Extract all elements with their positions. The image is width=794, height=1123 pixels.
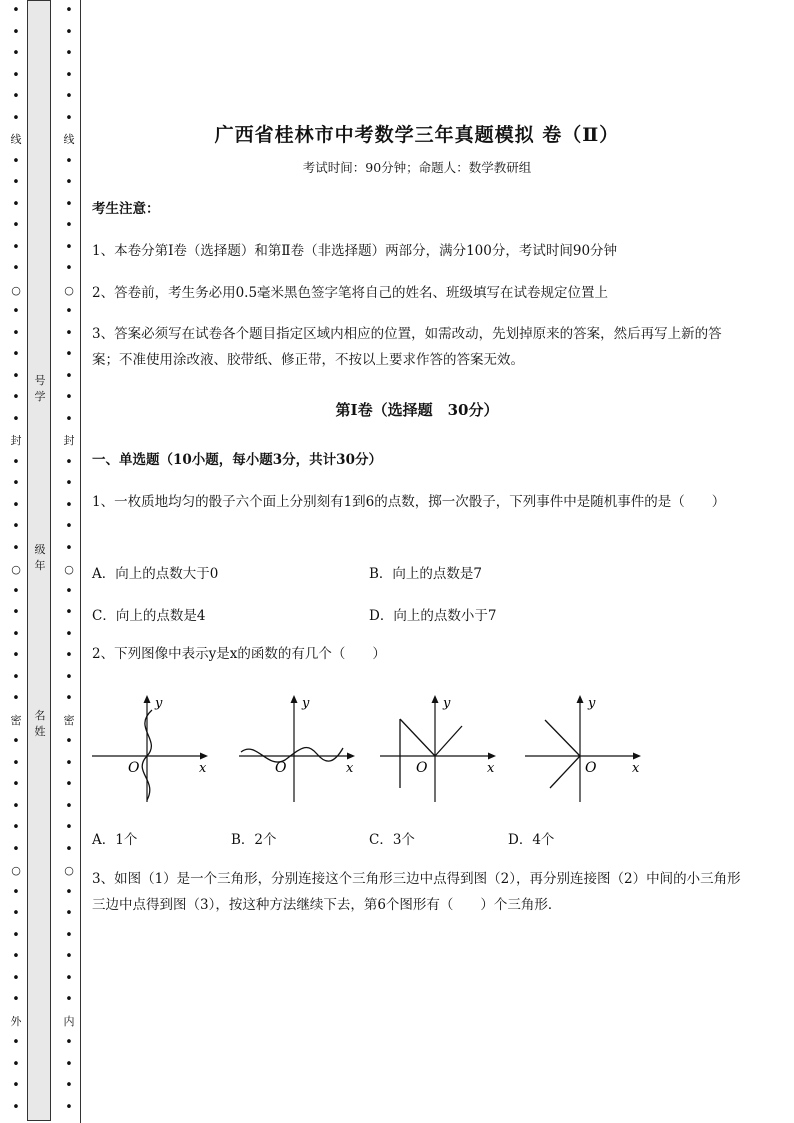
binding-mark: ○ [64, 283, 74, 297]
notice-heading: 考生注意： [92, 201, 160, 217]
binding-dot: • [12, 734, 20, 749]
binding-dot: • [12, 325, 20, 341]
binding-mark: ○ [11, 283, 21, 297]
binding-mark: 线 [63, 133, 75, 146]
binding-dot: • [12, 24, 20, 40]
question-1: 1、一枚质地均匀的骰子六个面上分别刻有1到6的点数，掷一次骰子，下列事件中是随机事件的是（ ） [92, 494, 726, 510]
binding-dot: • [12, 669, 20, 685]
binding-dot: • [12, 1099, 20, 1115]
binding-dot: • [12, 583, 20, 599]
page-subtitle: 考试时间：90分钟；命题人：数学教研组 [302, 160, 532, 175]
binding-dot: • [65, 368, 73, 384]
binding-dot: • [12, 476, 20, 491]
x-axis-label: x [346, 761, 354, 776]
origin-label: O [416, 760, 428, 776]
y-axis-label: y [588, 696, 596, 711]
binding-dot: • [12, 927, 20, 943]
binding-dot: • [65, 411, 73, 427]
binding-dot: • [65, 153, 73, 169]
q2-graph-a [92, 690, 222, 805]
binding-dot: • [12, 347, 20, 362]
x-axis-label: x [199, 761, 207, 776]
binding-dot: • [65, 110, 73, 126]
binding-dot: • [65, 1035, 73, 1050]
y-axis-label: y [302, 696, 310, 711]
q2-option-a: A．1个 [92, 832, 138, 848]
binding-dot: • [12, 368, 20, 384]
binding-dot: • [12, 841, 20, 857]
page-title: 广西省桂林市中考数学三年真题模拟 卷（Ⅱ） [214, 124, 620, 146]
strip-label-grade: 级 年 [34, 543, 46, 572]
strip-label-student-id: 号 学 [34, 374, 46, 403]
binding-mark: ○ [64, 864, 74, 877]
binding-dot: • [12, 970, 20, 986]
binding-mark: ○ [64, 563, 74, 576]
binding-mark: ○ [11, 563, 21, 576]
binding-dot: • [65, 798, 73, 814]
q1-option-b: B．向上的点数是7 [369, 566, 483, 582]
q2-graph-c [380, 690, 510, 805]
binding-dot: • [65, 239, 73, 255]
binding-dot: • [12, 906, 20, 921]
binding-dot: • [65, 734, 73, 749]
binding-dot: • [12, 648, 20, 663]
binding-dot: • [12, 949, 20, 964]
origin-label: O [585, 760, 597, 776]
binding-dot: • [12, 261, 20, 276]
binding-dot: • [65, 820, 73, 835]
binding-dot: • [12, 3, 20, 18]
binding-mark: 封 [10, 434, 22, 447]
binding-dot: • [12, 175, 20, 190]
binding-dot: • [12, 691, 20, 706]
binding-mark: 密 [63, 713, 75, 727]
binding-dot: • [12, 519, 20, 534]
binding-dot: • [12, 884, 20, 900]
origin-label: O [128, 760, 140, 776]
binding-dot: • [65, 325, 73, 341]
binding-dot: • [12, 626, 20, 642]
binding-dot: • [12, 218, 20, 233]
binding-dot: • [65, 67, 73, 83]
binding-dot: • [12, 153, 20, 169]
binding-dot: • [65, 261, 73, 276]
right-dot-column [61, 0, 77, 1123]
binding-dot: • [65, 648, 73, 663]
binding-dot: • [65, 691, 73, 706]
origin-label: O [275, 760, 287, 776]
binding-dot: • [12, 1078, 20, 1093]
binding-mark: ○ [11, 864, 21, 877]
question-3: 3、如图（1）是一个三角形，分别连接这个三角形三边中点得到图（2），再分别连接图（2）中间的小三角形三边中点得到图（3），按这种方法继续下去，第6个图形有（ ）个三角形． [92, 871, 741, 913]
binding-dot: • [65, 476, 73, 491]
binding-dot: • [65, 347, 73, 362]
binding-dot: • [12, 1035, 20, 1050]
binding-mark: 密 [10, 713, 22, 727]
binding-dot: • [12, 540, 20, 556]
q2-option-d: D．4个 [508, 832, 555, 848]
q1-option-a: A．向上的点数大于0 [92, 566, 219, 582]
binding-dot: • [12, 67, 20, 83]
binding-dot: • [65, 304, 73, 319]
binding-dot: • [65, 454, 73, 470]
notice-item: 2、答卷前，考生务必用0.5毫米黑色签字笔将自己的姓名、班级填写在试卷规定位置上 [92, 285, 609, 301]
binding-dot: • [12, 798, 20, 814]
binding-dot: • [12, 605, 20, 620]
x-axis-label: x [632, 761, 640, 776]
binding-dot: • [65, 970, 73, 986]
binding-dot: • [65, 46, 73, 61]
section-title: 第Ⅰ卷（选择题 30分） [335, 401, 499, 419]
binding-dot: • [65, 89, 73, 104]
binding-dot: • [65, 540, 73, 556]
binding-dot: • [65, 906, 73, 921]
binding-dot: • [65, 1056, 73, 1072]
binding-mark: 外 [10, 1014, 22, 1028]
q1-option-c: C．向上的点数是4 [92, 608, 206, 624]
binding-dot: • [65, 583, 73, 599]
binding-dot: • [65, 927, 73, 943]
binding-dot: • [65, 884, 73, 900]
y-axis-label: y [443, 696, 451, 711]
part-heading: 一、单选题（10小题，每小题3分，共计30分） [92, 452, 382, 468]
question-2: 2、下列图像中表示y是x的函数的有几个（ ） [92, 646, 386, 662]
binding-dot: • [12, 454, 20, 470]
binding-dot: • [65, 175, 73, 190]
binding-dot: • [65, 841, 73, 857]
notice-item: 3、答案必须写在试卷各个题目指定区域内相应的位置，如需改动，先划掉原来的答案，然后再写上新的答案；不准使用涂改液、胶带纸、修正带，不按以上要求作答的答案无效。 [92, 326, 722, 368]
notice-item: 1、本卷分第Ⅰ卷（选择题）和第Ⅱ卷（非选择题）两部分，满分100分，考试时间90分钟 [92, 243, 618, 259]
binding-dot: • [12, 411, 20, 427]
binding-dot: • [65, 992, 73, 1007]
q1-option-d: D．向上的点数小于7 [369, 608, 497, 624]
x-axis-label: x [487, 761, 495, 776]
binding-dot: • [12, 46, 20, 61]
binding-strip [27, 0, 51, 1121]
binding-dot: • [65, 605, 73, 620]
binding-dot: • [12, 89, 20, 104]
binding-dot: • [65, 390, 73, 405]
q2-graph-b [239, 690, 369, 805]
binding-dot: • [12, 390, 20, 405]
binding-dot: • [65, 3, 73, 18]
left-dot-column [8, 0, 24, 1123]
strip-label-name: 名 姓 [34, 709, 46, 738]
binding-dot: • [12, 239, 20, 255]
binding-mark: 内 [63, 1014, 75, 1028]
binding-dot: • [12, 196, 20, 212]
binding-dot: • [12, 304, 20, 319]
binding-dot: • [65, 669, 73, 685]
binding-dot: • [12, 820, 20, 835]
q2-graph-d [525, 690, 655, 805]
binding-dot: • [65, 777, 73, 792]
binding-dot: • [12, 1056, 20, 1072]
y-axis-label: y [155, 696, 163, 711]
binding-dot: • [12, 497, 20, 513]
binding-mark: 封 [63, 434, 75, 447]
binding-dot: • [65, 1099, 73, 1115]
binding-dot: • [65, 519, 73, 534]
binding-dot: • [65, 497, 73, 513]
binding-dot: • [12, 777, 20, 792]
binding-dot: • [65, 949, 73, 964]
binding-dot: • [65, 218, 73, 233]
binding-dot: • [65, 755, 73, 771]
binding-dot: • [12, 110, 20, 126]
binding-mark: 线 [10, 133, 22, 146]
binding-dot: • [12, 992, 20, 1007]
margin-divider [80, 0, 81, 1123]
binding-dot: • [65, 1078, 73, 1093]
binding-dot: • [65, 24, 73, 40]
binding-dot: • [65, 196, 73, 212]
q2-option-c: C．3个 [369, 832, 415, 848]
binding-dot: • [65, 626, 73, 642]
q2-option-b: B．2个 [231, 832, 277, 848]
binding-dot: • [12, 755, 20, 771]
